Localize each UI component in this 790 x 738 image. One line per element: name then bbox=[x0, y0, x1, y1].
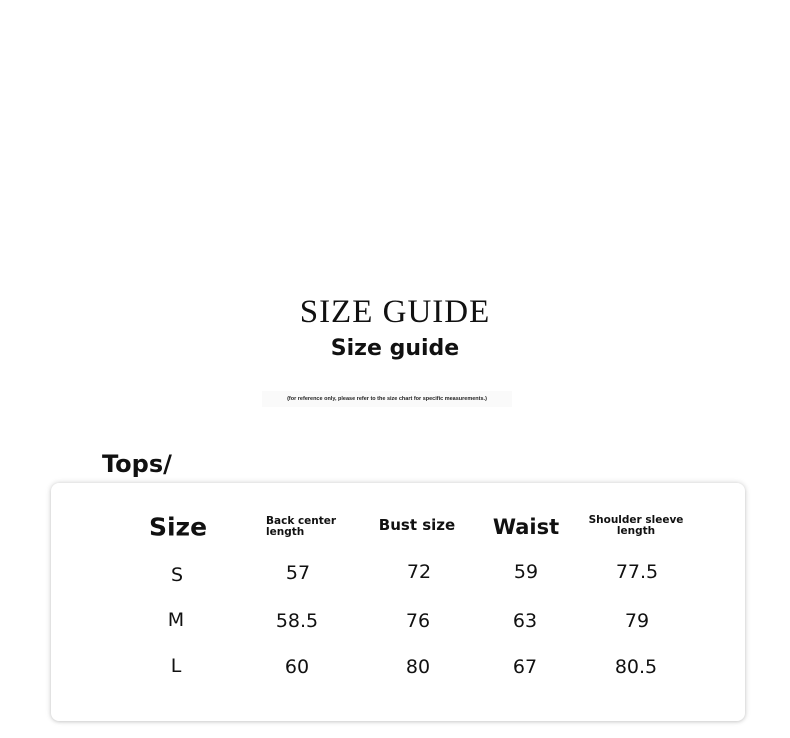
table-cell-size: S bbox=[170, 564, 184, 586]
table-cell-waist: 67 bbox=[512, 656, 538, 678]
header-shoulder-line2: length bbox=[616, 525, 656, 537]
size-table-card bbox=[51, 483, 745, 721]
header-back-center-line1: Back center bbox=[266, 515, 337, 527]
header-bust-size: Bust size bbox=[378, 516, 456, 534]
header-shoulder-line1: Shoulder sleeve bbox=[588, 514, 684, 526]
table-cell-bust-size: 76 bbox=[405, 610, 431, 632]
header-size: Size bbox=[148, 512, 208, 542]
table-cell-shoulder-sleeve-length: 79 bbox=[624, 610, 650, 632]
header-shoulder-sleeve-length bbox=[589, 515, 684, 537]
reference-note: (for reference only, please refer to the size chart for specific measurements.) bbox=[262, 391, 512, 407]
table-cell-shoulder-sleeve-length: 77.5 bbox=[615, 561, 659, 583]
table-cell-bust-size: 80 bbox=[405, 656, 431, 678]
page-subtitle: Size guide bbox=[330, 336, 460, 361]
table-cell-size: L bbox=[170, 655, 182, 677]
table-cell-waist: 63 bbox=[512, 610, 538, 632]
table-cell-bust-size: 72 bbox=[406, 561, 432, 583]
page-title: SIZE GUIDE bbox=[299, 294, 491, 330]
table-cell-back-center-length: 60 bbox=[284, 656, 310, 678]
table-cell-waist: 59 bbox=[513, 561, 539, 583]
table-cell-shoulder-sleeve-length: 80.5 bbox=[614, 656, 658, 678]
header-back-center-line2: length bbox=[266, 526, 305, 538]
table-cell-back-center-length: 57 bbox=[285, 562, 311, 584]
table-cell-size: M bbox=[167, 609, 185, 631]
section-label-tops: Tops/ bbox=[102, 450, 172, 478]
header-waist: Waist bbox=[492, 515, 560, 539]
header-back-center-length bbox=[266, 516, 336, 538]
table-cell-back-center-length: 58.5 bbox=[275, 610, 319, 632]
